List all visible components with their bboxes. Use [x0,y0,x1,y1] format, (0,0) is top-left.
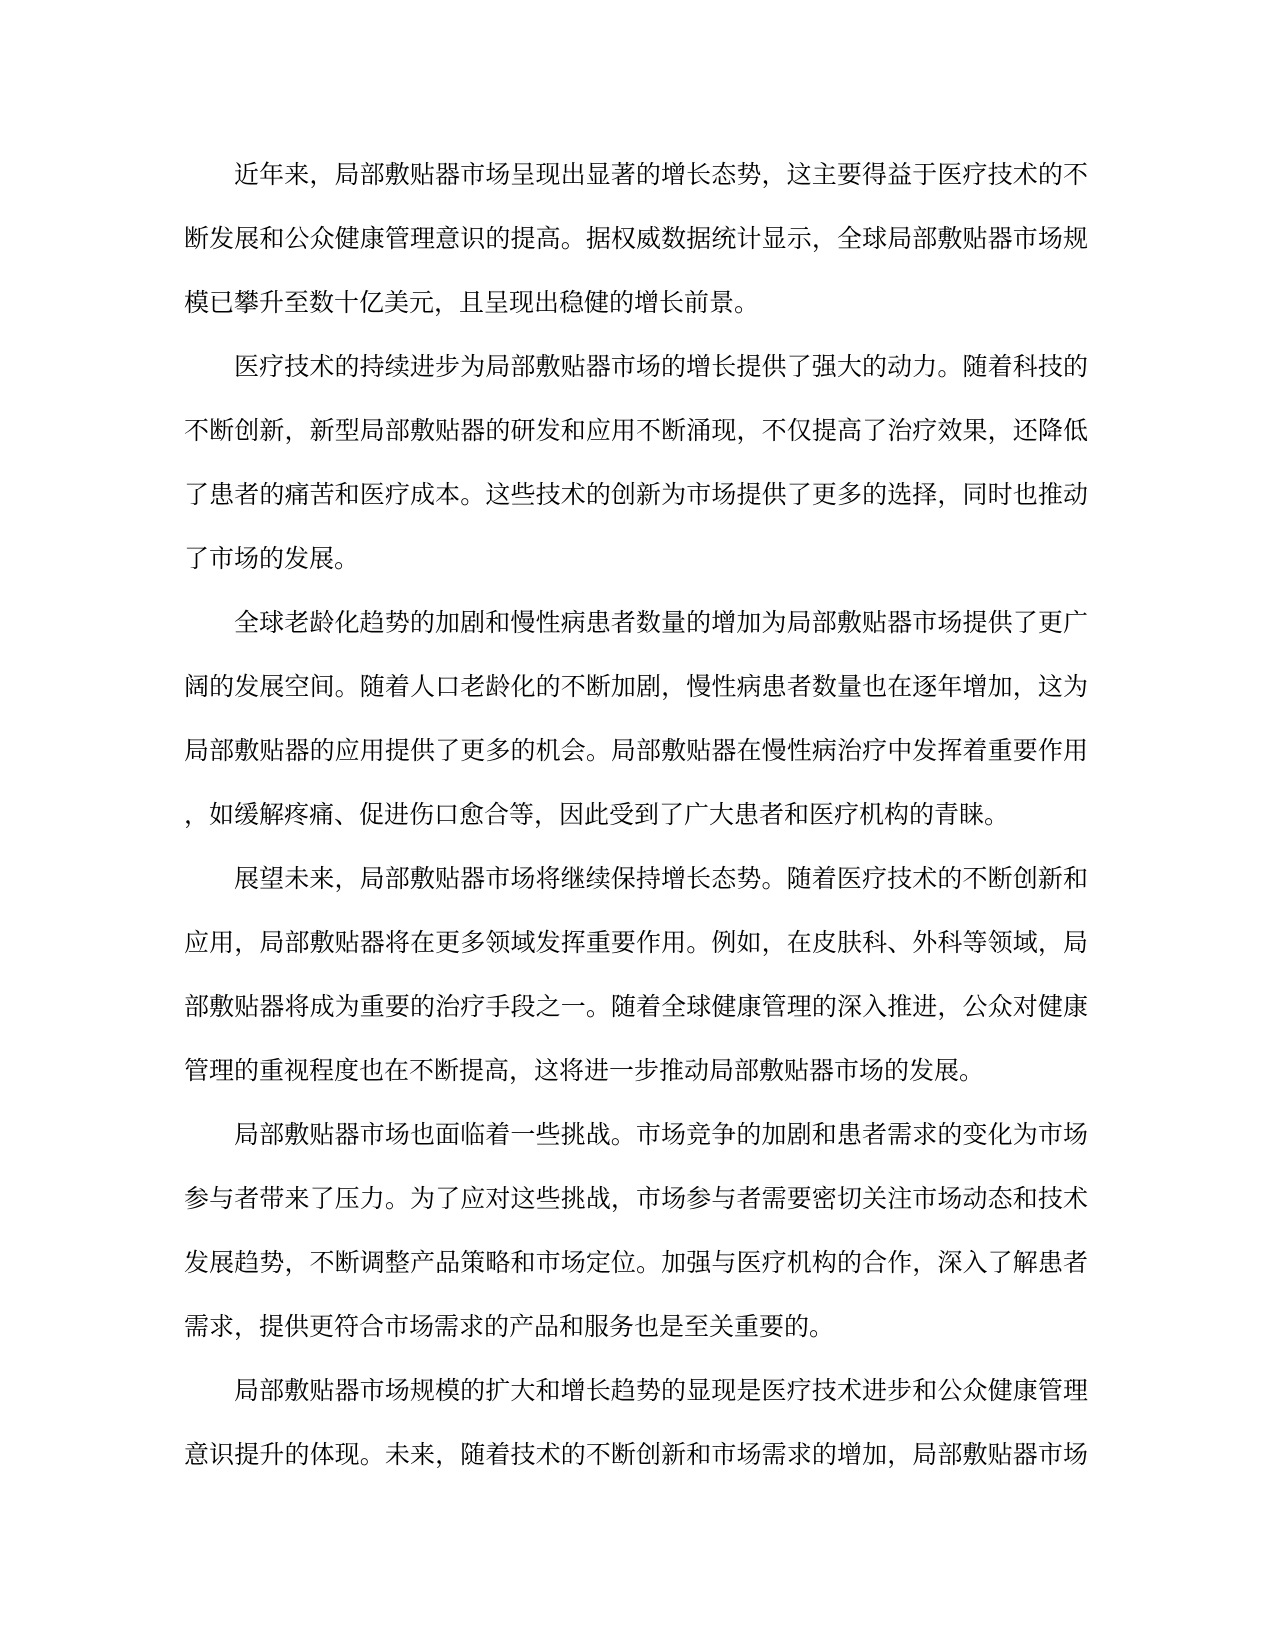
paragraph-line: 断发展和公众健康管理意识的提高。据权威数据统计显示，全球局部敷贴器市场规 [184,225,1088,253]
paragraph-line: 阔的发展空间。随着人口老龄化的不断加剧，慢性病患者数量也在逐年增加，这为 [184,673,1088,701]
paragraph-line: 局部敷贴器市场规模的扩大和增长趋势的显现是医疗技术进步和公众健康管理 [234,1377,1088,1405]
paragraph-line: 管理的重视程度也在不断提高，这将进一步推动局部敷贴器市场的发展。 [184,1057,985,1085]
paragraph-line: 局部敷贴器的应用提供了更多的机会。局部敷贴器在慢性病治疗中发挥着重要作用 [184,737,1088,765]
paragraph [184,1359,1088,1487]
document-body-text [184,143,1088,1487]
paragraph-line: 全球老龄化趋势的加剧和慢性病患者数量的增加为局部敷贴器市场提供了更广 [234,609,1088,637]
paragraph-line: 意识提升的体现。未来，随着技术的不断创新和市场需求的增加，局部敷贴器市场 [184,1441,1088,1469]
paragraph-line: 了患者的痛苦和医疗成本。这些技术的创新为市场提供了更多的选择，同时也推动 [184,481,1088,509]
paragraph-line: 了市场的发展。 [184,545,360,573]
paragraph-line: ，如缓解疼痛、促进伤口愈合等，因此受到了广大患者和医疗机构的青睐。 [184,801,1010,829]
paragraph [184,1103,1088,1359]
paragraph [184,335,1088,591]
paragraph-line: 近年来，局部敷贴器市场呈现出显著的增长态势，这主要得益于医疗技术的不 [234,161,1088,189]
paragraph [184,847,1088,1103]
paragraph-line: 发展趋势，不断调整产品策略和市场定位。加强与医疗机构的合作，深入了解患者 [184,1249,1088,1277]
paragraph-line: 局部敷贴器市场也面临着一些挑战。市场竞争的加剧和患者需求的变化为市场 [234,1121,1088,1149]
paragraph-line: 展望未来，局部敷贴器市场将继续保持增长态势。随着医疗技术的不断创新和 [234,865,1088,893]
paragraph-line: 医疗技术的持续进步为局部敷贴器市场的增长提供了强大的动力。随着科技的 [234,353,1088,381]
paragraph [184,591,1088,847]
paragraph-line: 模已攀升至数十亿美元，且呈现出稳健的增长前景。 [184,289,760,317]
paragraph-line: 应用，局部敷贴器将在更多领域发挥重要作用。例如，在皮肤科、外科等领域，局 [184,929,1088,957]
paragraph-line: 不断创新，新型局部敷贴器的研发和应用不断涌现，不仅提高了治疗效果，还降低 [184,417,1088,445]
paragraph-line: 部敷贴器将成为重要的治疗手段之一。随着全球健康管理的深入推进，公众对健康 [184,993,1088,1021]
paragraph [184,143,1088,335]
paragraph-line: 参与者带来了压力。为了应对这些挑战，市场参与者需要密切关注市场动态和技术 [184,1185,1088,1213]
paragraph-line: 需求，提供更符合市场需求的产品和服务也是至关重要的。 [184,1313,835,1341]
